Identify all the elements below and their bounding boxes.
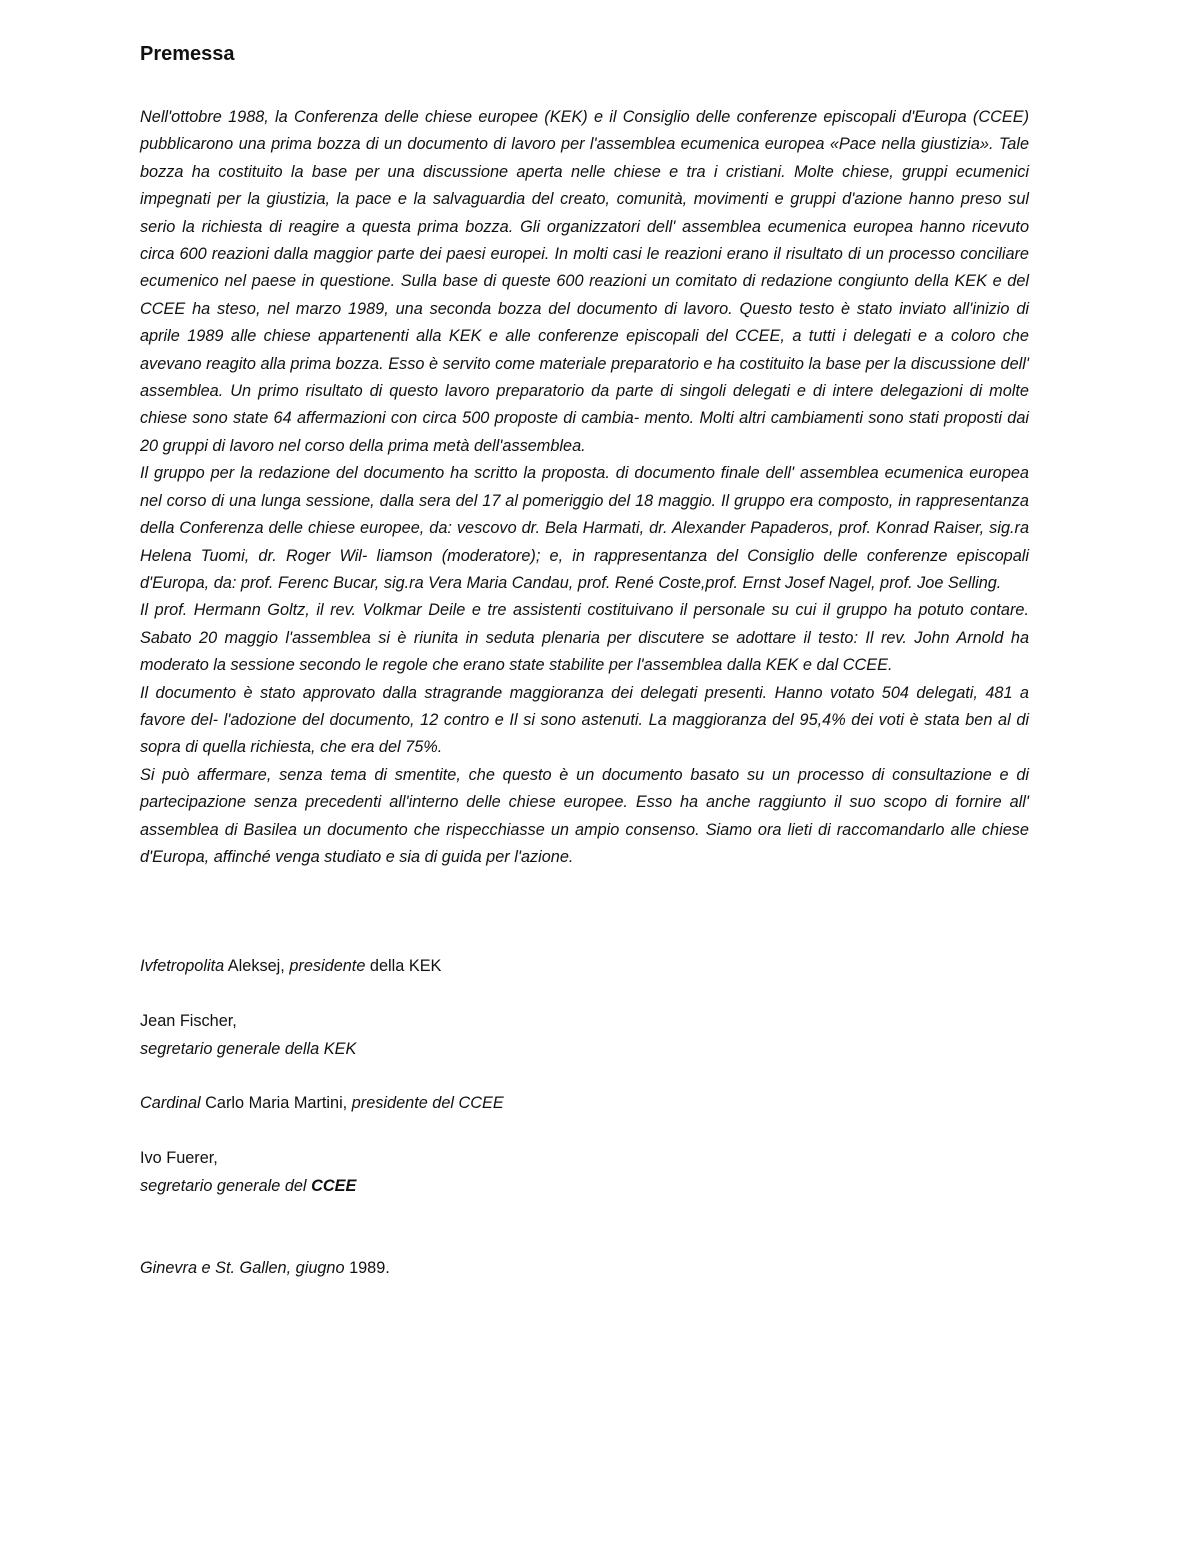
- signature-ccee-secretary: [140, 1145, 1029, 1200]
- signature-line: [140, 1090, 1029, 1117]
- signature-role: presidente del CCEE: [351, 1094, 504, 1113]
- signatures: [140, 953, 1029, 1282]
- paragraph-4: Il documento è stato approvato dalla stragrande maggioranza dei delegati presenti. Hanno votato 504 delegati, 481 a favore del- l'adozione del documento, 12 contro e Il si sono astenuti. La maggioranza del 95,4% dei voti è stata ben al di sopra di quella richiesta, che era del 75%.: [140, 683, 1029, 757]
- place: Ginevra e St. Gallen, giugno: [140, 1258, 345, 1277]
- signature-name: Ivo Fuerer,: [140, 1149, 218, 1168]
- place-date: [140, 1255, 1029, 1282]
- paragraph-3: Il prof. Hermann Goltz, il rev. Volkmar Deile e tre assistenti costituivano il personale su cui il gruppo ha potuto contare. Sabato 20 maggio l'assemblea si è riunita in seduta plenaria per discutere se adottare il testo: Il rev. John Arnold ha moderato la sessione secondo le regole che erano state stabilite per l'assemblea dalla KEK e dal CCEE.: [140, 601, 1029, 675]
- signature-name: Aleksej,: [224, 957, 290, 976]
- signature-title: Cardinal: [140, 1094, 201, 1113]
- paragraph-1: Nell'ottobre 1988, la Conferenza delle chiese europee (KEK) e il Consiglio delle conferenze episcopali d'Europa (CCEE) pubblicarono una prima bozza di un documento di lavoro per l'assemblea ecumenica europea «Pace nella giustizia». Tale bozza ha costituito la base per una discussione aperta nelle chiese e tra i cristiani. Molte chiese, gruppi ecumenici impegnati per la giustizia, la pace e la salvaguardia del creato, comunità, movimenti e gruppi d'azione hanno preso sul serio la richiesta di reagire a questa prima bozza. Gli organizzatori dell' assemblea ecumenica europea hanno ricevuto circa 600 reazioni dalla maggior parte dei paesi europei. In molti casi le reazioni erano il risultato di un processo conciliare ecumenico nel paese in questione. Sulla base di queste 600 reazioni un comitato di redazione congiunto della KEK e del CCEE ha steso, nel marzo 1989, una seconda bozza del documento di lavoro. Questo testo è stato inviato all'inizio di aprile 1989 alle chiese appartenenti alla KEK e alle conferenze episcopali del CCEE, a tutti i delegati e a coloro che avevano reagito alla prima bozza. Esso è servito come materiale preparatorio e ha costituito la base per la discussione dell' assemblea. Un primo risultato di questo lavoro preparatorio da parte di singoli delegati e di intere delegazioni di molte chiese sono state 64 affermazioni con circa 500 proposte di cambia- mento. Molti altri cambiamenti sono stati proposti dai 20 gruppi di lavoro nel corso della prima metà dell'assemblea.: [140, 108, 1029, 455]
- signature-ccee-president: [140, 1090, 1029, 1117]
- signature-name: Carlo Maria Martini,: [200, 1094, 352, 1113]
- signature-role-org: CCEE: [311, 1176, 357, 1195]
- signature-title: Ivfetropolita: [140, 957, 225, 976]
- paragraph-5: Si può affermare, senza tema di smentite, che questo è un documento basato su un processo di consultazione e di partecipazione senza precedenti all'interno delle chiese europee. Esso ha anche raggiunto il suo scopo di fornire all' assemblea di Basilea un documento che rispecchiasse un ampio consenso. Siamo ora lieti di raccomandarlo alle chiese d'Europa, affinché venga studiato e sia di guida per l'azione.: [140, 765, 1029, 866]
- signature-role: segretario generale della KEK: [140, 1039, 357, 1058]
- signature-kek-secretary: [140, 1008, 1029, 1063]
- signature-line: [140, 1173, 1029, 1200]
- paragraph-2: Il gruppo per la redazione del documento ha scritto la proposta. di documento finale dell' assemblea ecumenica europea nel corso di una lunga sessione, dalla sera del 17 al pomeriggio del 18 maggio. Il gruppo era composto, in rappresentanza della Conferenza delle chiese europee, da: vescovo dr. Bela Harmati, dr. Alexander Papaderos, prof. Konrad Raiser, sig.ra Helena Tuomi, dr. Roger Wil- liamson (moderatore); e, in rappresentanza del Consiglio delle conferenze episcopali d'Europa, da: prof. Ferenc Bucar, sig.ra Vera Maria Candau, prof. René Coste,prof. Ernst Josef Nagel, prof. Joe Selling.: [140, 464, 1029, 592]
- document-page: [140, 40, 1029, 1282]
- preface-body: [140, 104, 1029, 871]
- signature-role: presidente: [289, 957, 366, 976]
- page-title: Premessa: [140, 43, 235, 65]
- signature-line: [140, 953, 1029, 980]
- date-year: 1989.: [344, 1258, 390, 1277]
- signature-role: segretario generale del: [140, 1176, 312, 1195]
- signature-kek-president: [140, 953, 1029, 980]
- signature-org: della KEK: [365, 957, 442, 976]
- signature-name: Jean Fischer,: [140, 1012, 237, 1031]
